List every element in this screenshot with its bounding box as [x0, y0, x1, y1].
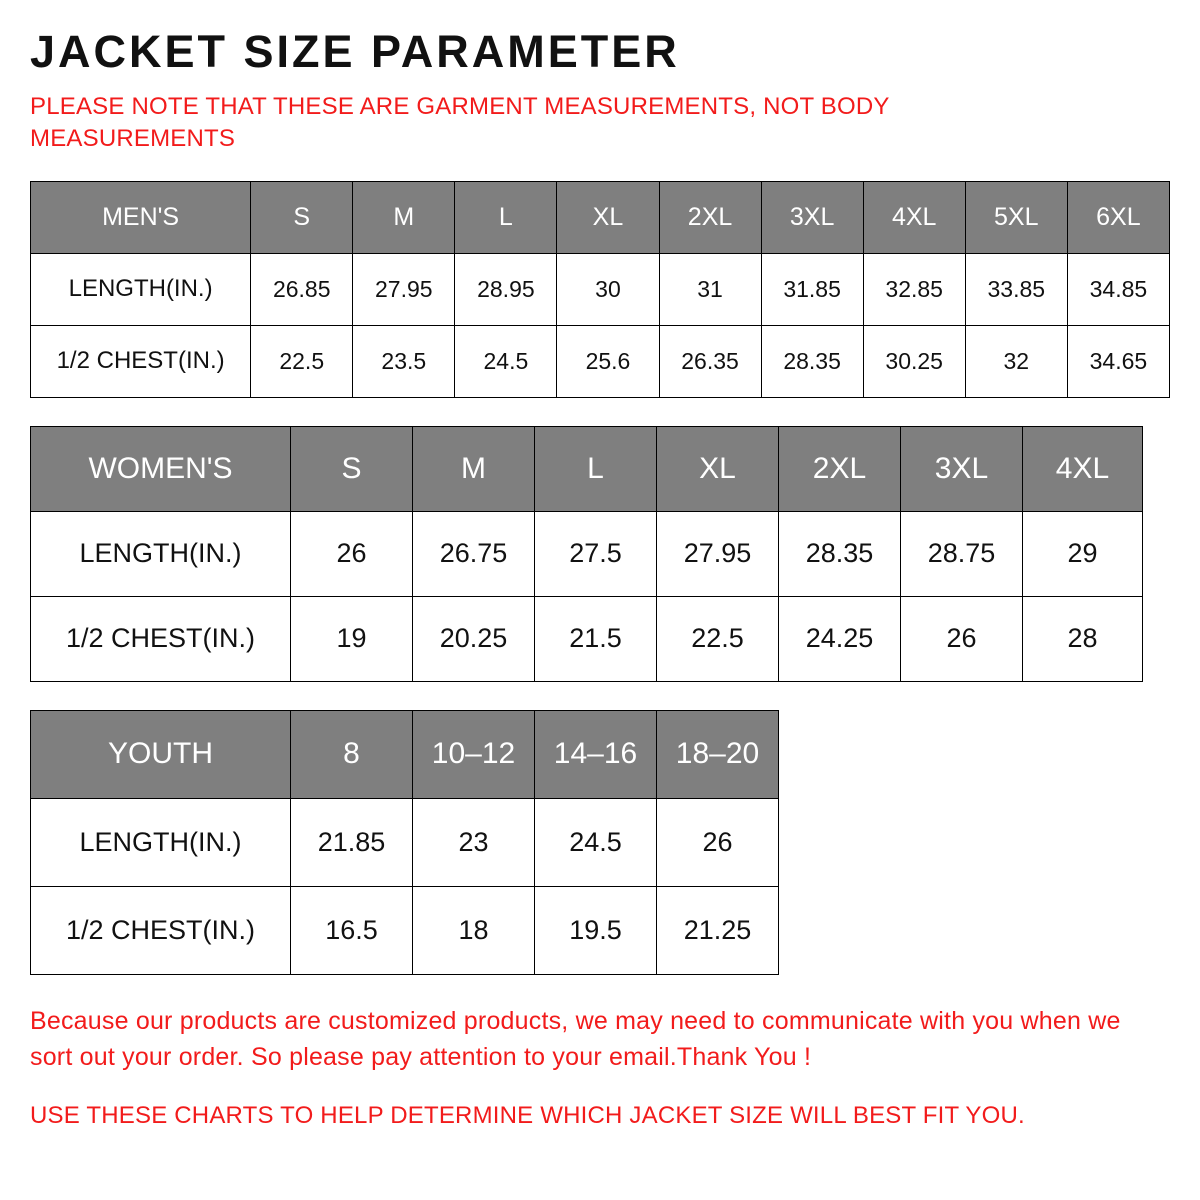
cell-value: 22.5: [657, 596, 779, 681]
column-header: 3XL: [901, 426, 1023, 511]
womens-size-table: [30, 426, 1143, 682]
cell-value: 19.5: [535, 886, 657, 974]
cell-value: 26: [657, 798, 779, 886]
cell-value: 28: [1023, 596, 1143, 681]
table-header-row: [31, 181, 1170, 253]
footer-note-usage: USE THESE CHARTS TO HELP DETERMINE WHICH JACKET SIZE WILL BEST FIT YOU.: [30, 1102, 1025, 1130]
cell-value: 28.35: [779, 511, 901, 596]
cell-value: 32.85: [863, 253, 965, 325]
cell-value: 24.5: [535, 798, 657, 886]
column-header: 2XL: [659, 181, 761, 253]
table-corner-label: MEN'S: [31, 181, 251, 253]
cell-value: 21.5: [535, 596, 657, 681]
cell-value: 21.25: [657, 886, 779, 974]
measurement-note: PLEASE NOTE THAT THESE ARE GARMENT MEASUREMENTS, NOT BODY MEASUREMENTS: [30, 93, 890, 152]
cell-value: 23: [413, 798, 535, 886]
row-label: LENGTH(IN.): [31, 511, 291, 596]
column-header: L: [535, 426, 657, 511]
column-header: 6XL: [1067, 181, 1169, 253]
cell-value: 32: [965, 325, 1067, 397]
column-header: 2XL: [779, 426, 901, 511]
column-header: M: [353, 181, 455, 253]
table-row: [31, 511, 1143, 596]
cell-value: 33.85: [965, 253, 1067, 325]
cell-value: 20.25: [413, 596, 535, 681]
cell-value: 22.5: [251, 325, 353, 397]
cell-value: 26.75: [413, 511, 535, 596]
cell-value: 28.35: [761, 325, 863, 397]
column-header: L: [455, 181, 557, 253]
cell-value: 25.6: [557, 325, 659, 397]
column-header: 10–12: [413, 710, 535, 798]
column-header: 14–16: [535, 710, 657, 798]
table-corner-label: WOMEN'S: [31, 426, 291, 511]
table-row: [31, 886, 779, 974]
cell-value: 16.5: [291, 886, 413, 974]
cell-value: 29: [1023, 511, 1143, 596]
column-header: XL: [657, 426, 779, 511]
column-header: 4XL: [863, 181, 965, 253]
cell-value: 28.95: [455, 253, 557, 325]
column-header: XL: [557, 181, 659, 253]
cell-value: 26: [291, 511, 413, 596]
column-header: 8: [291, 710, 413, 798]
mens-size-table: [30, 181, 1170, 398]
column-header: S: [251, 181, 353, 253]
cell-value: 27.5: [535, 511, 657, 596]
column-header: 18–20: [657, 710, 779, 798]
table-row: [31, 325, 1170, 397]
row-label: LENGTH(IN.): [31, 798, 291, 886]
page-title: JACKET SIZE PARAMETER: [30, 26, 680, 77]
cell-value: 27.95: [353, 253, 455, 325]
cell-value: 30.25: [863, 325, 965, 397]
column-header: 4XL: [1023, 426, 1143, 511]
table-header-row: [31, 710, 779, 798]
cell-value: 18: [413, 886, 535, 974]
cell-value: 31.85: [761, 253, 863, 325]
cell-value: 28.75: [901, 511, 1023, 596]
row-label: 1/2 CHEST(IN.): [31, 886, 291, 974]
cell-value: 31: [659, 253, 761, 325]
table-corner-label: YOUTH: [31, 710, 291, 798]
cell-value: 34.65: [1067, 325, 1169, 397]
column-header: 5XL: [965, 181, 1067, 253]
cell-value: 26.85: [251, 253, 353, 325]
cell-value: 24.25: [779, 596, 901, 681]
row-label: 1/2 CHEST(IN.): [31, 596, 291, 681]
cell-value: 27.95: [657, 511, 779, 596]
cell-value: 24.5: [455, 325, 557, 397]
footer-note-custom: Because our products are customized products, we may need to communicate with you when we sort out your order. So please pay attention to your email.Thank You !: [30, 1006, 1121, 1071]
cell-value: 26: [901, 596, 1023, 681]
cell-value: 30: [557, 253, 659, 325]
table-row: [31, 596, 1143, 681]
column-header: 3XL: [761, 181, 863, 253]
column-header: S: [291, 426, 413, 511]
table-header-row: [31, 426, 1143, 511]
cell-value: 19: [291, 596, 413, 681]
youth-size-table: [30, 710, 779, 975]
cell-value: 34.85: [1067, 253, 1169, 325]
row-label: 1/2 CHEST(IN.): [31, 325, 251, 397]
footer-notes: [30, 1003, 1170, 1134]
column-header: M: [413, 426, 535, 511]
cell-value: 21.85: [291, 798, 413, 886]
cell-value: 23.5: [353, 325, 455, 397]
cell-value: 26.35: [659, 325, 761, 397]
row-label: LENGTH(IN.): [31, 253, 251, 325]
table-row: [31, 798, 779, 886]
table-row: [31, 253, 1170, 325]
